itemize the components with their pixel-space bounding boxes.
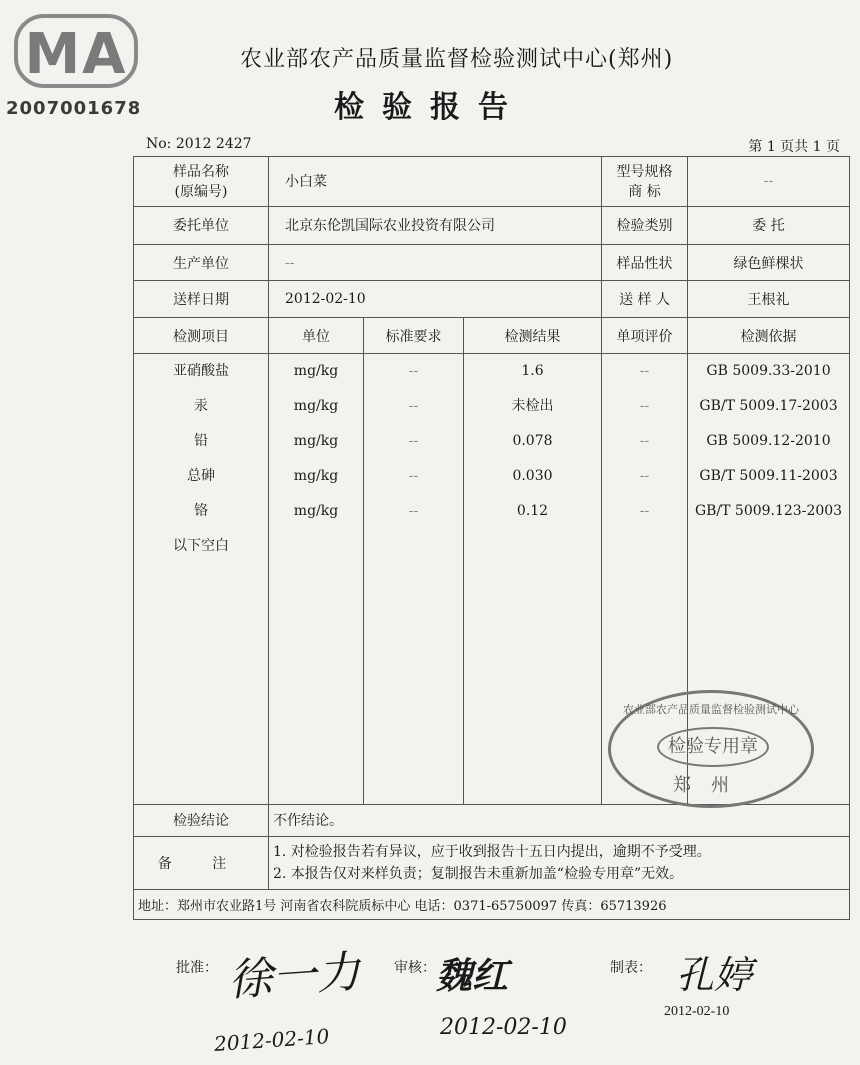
sample-name-label: 样品名称 — [173, 164, 229, 181]
footer-row — [134, 889, 850, 919]
org-title: 农业部农产品质量监督检验测试中心(郑州) — [240, 47, 674, 72]
remark-line: 2. 本报告仅对来样负责；复制报告未重新加盖“检验专用章”无效。 — [273, 865, 684, 882]
model-brand-label-cell — [602, 157, 688, 207]
remarks-cell — [269, 836, 850, 889]
sample-name-row — [134, 157, 850, 207]
cma-logo: MA — [14, 14, 138, 88]
blank-note: 以下空白 — [173, 538, 229, 555]
client-row — [134, 206, 850, 244]
item-name: 总砷 — [187, 468, 215, 485]
item-result: 0.12 — [516, 503, 549, 520]
review-label: 审核： — [394, 959, 436, 975]
remark-line: 1. 对检验报告若有异议，应于收到报告十五日内提出，逾期不予受理。 — [273, 843, 711, 860]
column-header: 检测结果 — [464, 317, 602, 353]
item-name: 汞 — [194, 398, 208, 415]
producer-label: 生产单位 — [134, 245, 269, 281]
review-signature: 魏红 — [436, 955, 509, 997]
item-unit: mg/kg — [293, 503, 339, 520]
date-value: 2012-02-10 — [269, 281, 602, 317]
approve-signature: 徐一力 — [226, 946, 362, 1007]
column-header: 检测项目 — [134, 317, 269, 353]
seal-city: 郑州 — [673, 775, 749, 796]
seal-inner-text: 检验专用章 — [657, 727, 769, 767]
sample-state-value: 绿色鲜棵状 — [688, 245, 850, 281]
producer-value: -- — [269, 245, 602, 281]
item-evaluation: -- — [639, 468, 650, 485]
item-evaluation: -- — [639, 503, 650, 520]
sender-label: 送 样 人 — [602, 281, 688, 317]
prepare-date: 2012-02-10 — [664, 1004, 730, 1019]
inspect-type-label: 检验类别 — [602, 206, 688, 244]
conclusion-row — [134, 804, 850, 836]
brand-value: -- — [688, 157, 850, 207]
item-unit: mg/kg — [293, 433, 339, 450]
sample-name-label-cell — [134, 157, 269, 207]
column-header: 检测依据 — [688, 317, 850, 353]
report-table — [133, 156, 850, 920]
doc-title: 检验报告 — [334, 90, 526, 125]
client-label: 委托单位 — [134, 206, 269, 244]
approve-label: 批准： — [176, 959, 218, 975]
item-standard: -- — [408, 503, 419, 520]
approve-date: 2012-02-10 — [213, 1024, 331, 1056]
item-name: 铅 — [194, 433, 208, 450]
item-standard: -- — [408, 468, 419, 485]
item-result: 0.030 — [512, 468, 553, 485]
remarks-label: 备 注 — [134, 836, 269, 889]
item-basis: GB/T 5009.11-2003 — [699, 468, 838, 485]
address-footer: 地址：郑州市农业路1号 河南省农科院质标中心 电话：0371-65750097 传真：65713926 — [134, 889, 850, 919]
item-name: 铬 — [194, 503, 208, 520]
item-evaluation: -- — [639, 398, 650, 415]
item-result: 1.6 — [521, 363, 544, 380]
item-basis: GB 5009.33-2010 — [706, 363, 831, 380]
item-unit: mg/kg — [293, 398, 339, 415]
inspection-seal — [608, 690, 814, 808]
client-value: 北京东伦凯国际农业投资有限公司 — [269, 206, 602, 244]
item-unit: mg/kg — [293, 363, 339, 380]
unit-column — [269, 354, 364, 804]
review-date: 2012-02-10 — [440, 1015, 567, 1040]
column-header: 单项评价 — [602, 317, 688, 353]
conclusion-value: 不作结论。 — [269, 804, 850, 836]
conclusion-label: 检验结论 — [134, 804, 269, 836]
sample-state-label: 样品性状 — [602, 245, 688, 281]
item-basis: GB 5009.12-2010 — [706, 433, 831, 450]
remarks-row — [134, 836, 850, 889]
result-column — [464, 354, 602, 804]
item-basis: GB/T 5009.17-2003 — [699, 398, 838, 415]
sender-value: 王根礼 — [688, 281, 850, 317]
brand-label: 商 标 — [628, 184, 661, 201]
item-result: 0.078 — [512, 433, 553, 450]
sample-name: 小白菜 — [269, 157, 602, 207]
column-header: 单位 — [269, 317, 364, 353]
report-number: No: 2012 2427 — [146, 136, 252, 152]
item-name-column — [134, 354, 269, 804]
item-evaluation: -- — [639, 363, 650, 380]
inspect-type-value: 委 托 — [688, 206, 850, 244]
seal-ring-text: 农业部农产品质量监督检验测试中心 — [623, 703, 799, 716]
column-header-row — [134, 317, 850, 353]
item-unit: mg/kg — [293, 468, 339, 485]
item-basis: GB/T 5009.123-2003 — [694, 503, 843, 520]
page-info: 第 1 页共 1 页 — [748, 139, 840, 155]
prepare-label: 制表： — [610, 959, 652, 975]
item-standard: -- — [408, 363, 419, 380]
date-row — [134, 281, 850, 317]
item-standard: -- — [408, 398, 419, 415]
standard-column — [364, 354, 464, 804]
model-label: 型号规格 — [616, 164, 673, 181]
producer-row — [134, 245, 850, 281]
column-header: 标准要求 — [364, 317, 464, 353]
cma-number: 2007001678 — [6, 98, 142, 119]
date-label: 送样日期 — [134, 281, 269, 317]
sample-name-sublabel: (原编号) — [174, 184, 228, 201]
item-result: 未检出 — [511, 398, 554, 415]
prepare-signature: 孔婷 — [676, 953, 753, 997]
item-standard: -- — [408, 433, 419, 450]
item-name: 亚硝酸盐 — [173, 363, 229, 380]
item-evaluation: -- — [639, 433, 650, 450]
